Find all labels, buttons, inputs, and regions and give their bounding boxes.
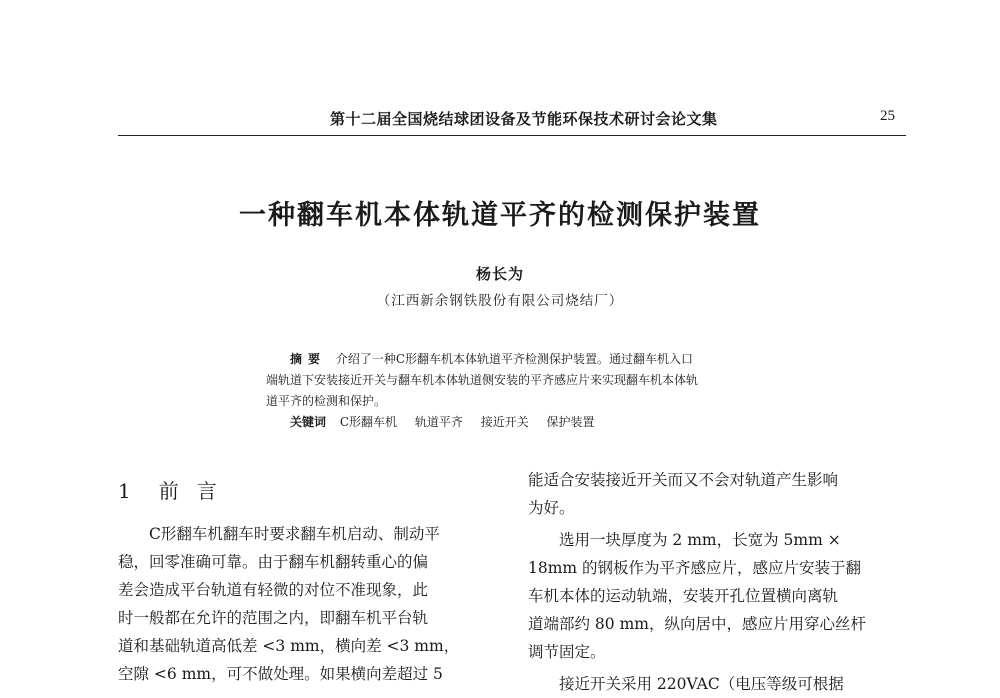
text-line: 车机本体的运动轨端，安装开孔位置横向离轨 [528,587,839,605]
section-number: 1 [118,479,137,503]
text-line: 能适合安装接近开关而又不会对轨道产生影响 [528,471,839,489]
journal-title: 第十二届全国烧结球团设备及节能环保技术研讨会论文集 [330,110,718,128]
abstract-text: 介绍了一种C形翻车机本体轨道平齐检测保护装置。通过翻车机入口 [335,352,694,366]
text-line: C形翻车机翻车时要求翻车机启动、制动平 [149,525,440,543]
keywords [266,412,764,433]
page-number: 25 [880,108,895,124]
paper-title: 一种翻车机本体轨道平齐的检测保护装置 [239,200,761,231]
body-paragraph [528,526,906,666]
keyword: 保护装置 [546,415,595,429]
keyword: 轨道平齐 [414,415,463,429]
text-line: 接近开关采用 220VAC（电压等级可根据 [559,675,844,693]
text-line: 调节固定。 [528,643,606,661]
text-line: 选用一块厚度为 2 mm，长宽为 5mm × [559,531,841,549]
header-rule [118,135,906,136]
abstract-line [266,349,764,370]
text-line: 18mm 的钢板作为平齐感应片，感应片安装于翻 [528,559,862,577]
keywords-label: 关键词 [290,415,327,429]
abstract-line: 道平齐的检测和保护。 [266,394,387,408]
keyword: C形翻车机 [339,415,398,429]
body-paragraph [528,670,906,698]
text-line: 空隙 <6 mm，可不做处理。如果横向差超过 5 [118,665,443,683]
abstract-label: 摘要 [290,352,327,366]
abstract [266,349,764,433]
abstract-line: 端轨道下安装接近开关与翻车机本体轨道侧安装的平齐感应片来实现翻车机本体轨 [266,373,699,387]
text-line: 稳，回零准确可靠。由于翻车机翻转重心的偏 [118,553,429,571]
text-line: 差会造成平台轨道有轻微的对位不准现象，此 [118,581,429,599]
section-heading [118,476,492,506]
author-affiliation: （江西新余钢铁股份有限公司烧结厂） [376,293,624,309]
running-head [0,108,1000,132]
section-title: 前言 [158,479,235,503]
left-column [118,476,492,683]
keyword: 接近开关 [480,415,529,429]
text-line: 为好。 [528,499,575,517]
author-name: 杨长为 [475,265,524,283]
text-line: 道端部约 80 mm，纵向居中，感应片用穿心丝杆 [528,615,866,633]
text-line: 时一般都在允许的范围之内，即翻车机平台轨 [118,609,429,627]
body-paragraph [118,520,492,688]
text-line: 道和基础轨道高低差 <3 mm，横向差 <3 mm， [118,637,460,655]
body-paragraph [528,466,906,522]
right-column [528,466,906,693]
